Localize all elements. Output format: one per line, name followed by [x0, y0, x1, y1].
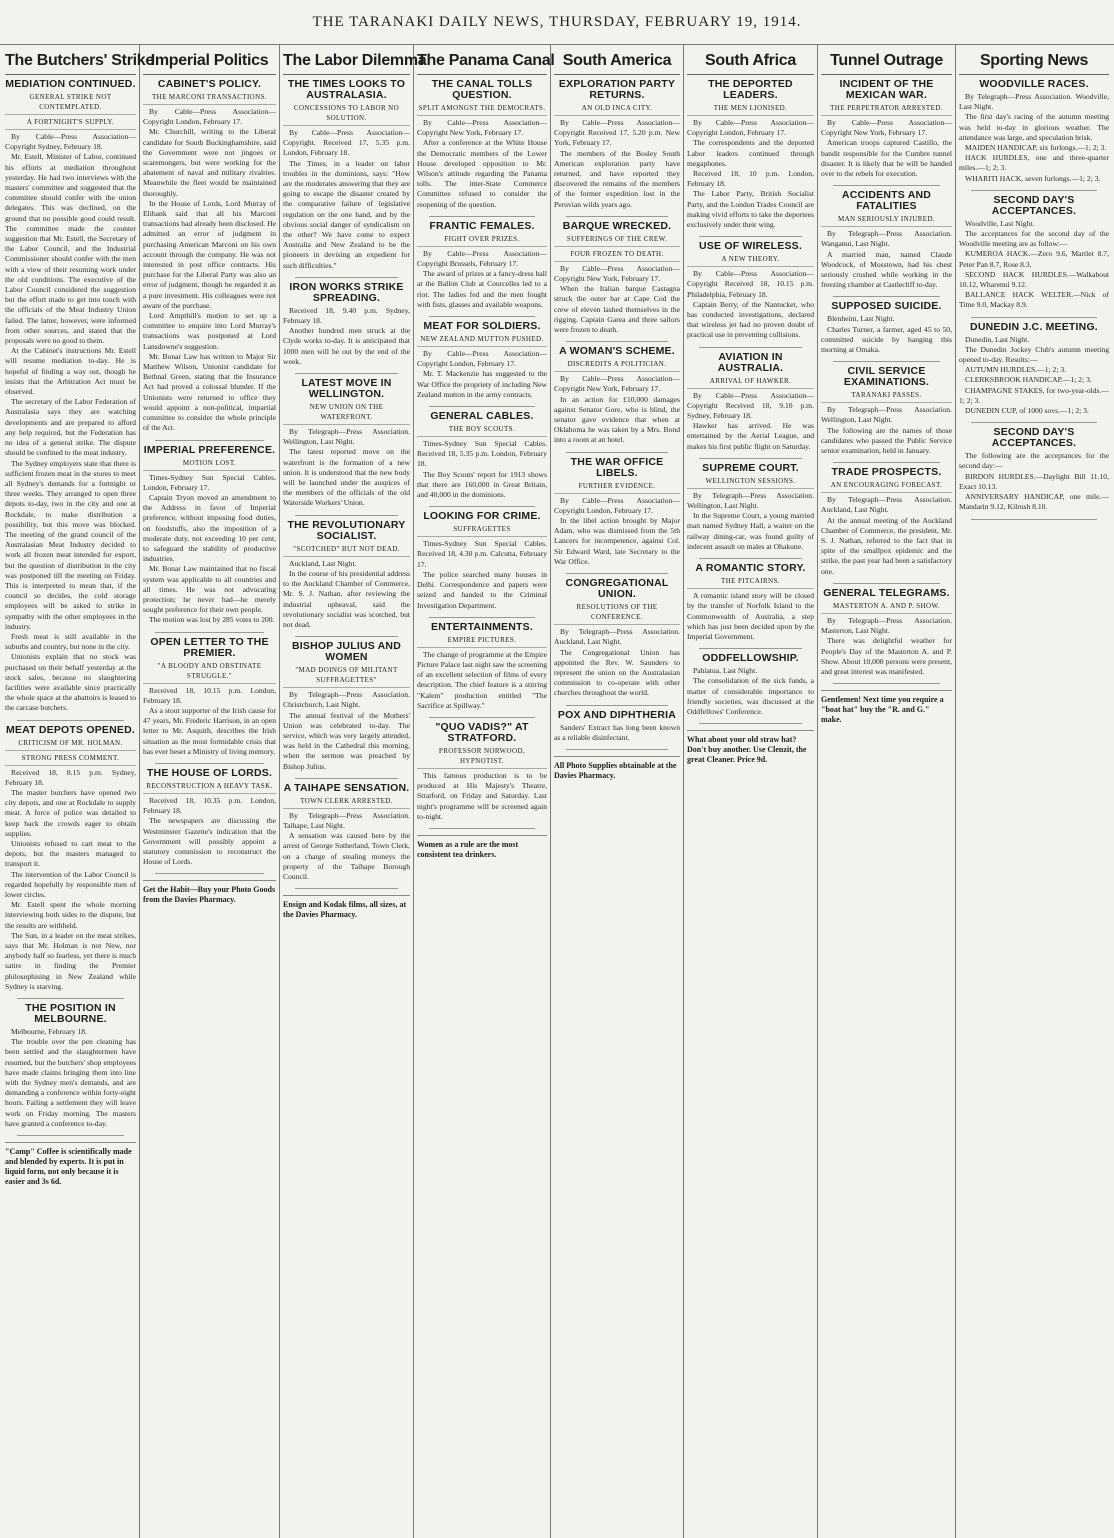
article — [959, 427, 1109, 512]
article — [554, 457, 680, 567]
article-paragraph: The award of prizes at a fancy-dress ball at the Ballon Club at Courcelles led to a riot. The ladies fed and the men fought with fists, glasses and available weapons. — [417, 269, 547, 309]
article-heading: THE TIMES LOOKS TO AUSTRALASIA. — [287, 78, 406, 101]
article-paragraph: Pahiatua, Last Night. — [693, 666, 758, 676]
article-heading: EXPLORATION PARTY RETURNS. — [558, 78, 676, 101]
article-paragraph: There was delightful weather for People's Day of the Masterton A. and P. Show. About 10,000 persons were present, and great interest was manifested. — [821, 636, 952, 676]
article-divider — [833, 462, 940, 463]
column-7 — [818, 44, 956, 1538]
column-headline: Imperial Politics — [143, 44, 276, 75]
article-paragraph: The secretary of the Labor Federation of Australasia says they are watching developments and are prepared to afford any help required, but the Federation has no idea of a general strike. The dispute should be confined to the meat industry. — [5, 397, 136, 458]
article-heading: USE OF WIRELESS. — [699, 240, 802, 253]
article-subheading: CONCESSIONS TO LABOR NO SOLUTION. — [283, 103, 410, 126]
article-subheading: "SCOTCHED" BUT NOT DEAD. — [283, 544, 410, 557]
advertisement: What about your old straw hat? Don't buy another. Use Clenzit, the great Cleaner. Price 9d. — [687, 730, 814, 765]
article — [143, 637, 276, 757]
article-heading: MEAT FOR SOLDIERS. — [423, 320, 541, 333]
article — [5, 1003, 136, 1129]
article-paragraph: By Telegraph—Press Association. Auckland, Last Night. — [554, 627, 680, 647]
article-subheading: WELLINGTON SESSIONS. — [687, 476, 814, 489]
article-paragraph: The following are the acceptances for the second day:— — [959, 451, 1109, 471]
article — [554, 346, 680, 445]
article-subheading: TOWN CLERK ARRESTED. — [283, 796, 410, 809]
article-paragraph: Melbourne, February 18. — [11, 1027, 87, 1037]
article-divider — [295, 778, 398, 779]
article-divider — [295, 636, 398, 637]
article-paragraph: A sensation was caused here by the arrest of George Sutherland, Town Clerk, on a charge of stealing moneys the property of the Taihape Borough Council. — [283, 831, 410, 881]
article — [5, 725, 136, 992]
article-subheading: RESOLUTIONS OF THE CONFERENCE. — [554, 602, 680, 625]
article-divider — [155, 632, 264, 633]
article-heading: BISHOP JULIUS AND WOMEN — [292, 640, 401, 664]
article-heading: BARQUE WRECKED. — [562, 219, 672, 232]
article-heading: AVIATION IN AUSTRALIA. — [717, 350, 784, 374]
article — [283, 520, 410, 630]
article-paragraph: The first day's racing of the autumn meeting was held to-day in glorious weather. The attendance was large, and speculation brisk. — [959, 112, 1109, 142]
article-paragraph: The change of programme at the Empire Picture Palace last night saw the screening of an excellent selection of films of every description. The chief feature is a stirring "Kalem" production entitled "The Sacrifice at Spillway." — [417, 649, 547, 710]
article-heading: CIVIL SERVICE EXAMINATIONS. — [843, 365, 930, 389]
article-heading: THE POSITION IN MELBOURNE. — [25, 1002, 116, 1026]
article-divider — [699, 648, 802, 649]
advertisement: Ensign and Kodak films, all sizes, at the Davies Pharmacy. — [283, 895, 410, 920]
article — [821, 79, 952, 179]
article-paragraph: The trouble over the pen cleaning has been settled and the slaughtermen have resumed, but the butchers' shop employees have made claims bringing them into line with the Sydney men's demands, and are demanding a conference within forty-eight hours. Failing a settlement they will leave work on Friday morning. The masters have granted a conference to-day. — [5, 1037, 136, 1128]
article-paragraph: MAIDEN HANDICAP, six furlongs.—1; 2; 3. — [965, 143, 1107, 153]
article-divider — [429, 828, 535, 829]
article-paragraph: BIRDON HURDLES.—Daylight Bill 11.10, Exact 10.13. — [959, 471, 1109, 491]
article-subheading: FOUR FROZEN TO DEATH. — [554, 249, 680, 262]
article-subheading: FIGHT OVER PRIZES. — [417, 234, 547, 247]
article — [283, 783, 410, 882]
article-heading: ENTERTAINMENTS. — [431, 620, 533, 633]
article-subheading: PROFESSOR NORWOOD, HYPNOTIST. — [417, 746, 547, 769]
article — [417, 411, 547, 500]
article-heading: A ROMANTIC STORY. — [695, 562, 806, 575]
article-heading: THE HOUSE OF LORDS. — [146, 766, 273, 779]
article-paragraph: WHARITI HACK, seven furlongs.—1; 2; 3. — [965, 173, 1101, 183]
article-subheading: THE BOY SCOUTS. — [417, 424, 547, 437]
article-paragraph: Received 18, 10.35 p.m. London, February 18. — [143, 795, 276, 816]
article-divider — [295, 888, 398, 889]
article — [417, 221, 547, 310]
article-paragraph: At the annual meeting of the Auckland Chamber of Commerce, the president, Mr. S. J. Nathan, referred to the fact that in spite of the smallpox epidemic and the strike, the past year had been a satisfactory one. — [821, 515, 952, 576]
article-paragraph: Received 18, 8.15 p.m. Sydney, February 18. — [5, 767, 136, 787]
column-8 — [956, 44, 1112, 1538]
article-heading: A WOMAN'S SCHEME. — [559, 345, 675, 358]
article-divider — [833, 683, 940, 684]
article-heading: CABINET'S POLICY. — [157, 78, 262, 90]
article-subheading: ARRIVAL OF HAWKER. — [687, 376, 814, 389]
article-paragraph: Auckland, Last Night. — [289, 558, 357, 568]
article-paragraph: SECOND HACK HURDLES.—Walkabout 10.12, Wharenui 9.12. — [959, 269, 1109, 290]
article-divider — [833, 583, 940, 584]
article-paragraph: When the Italian barque Castagna struck the outer bar at Cape Cod the crew of eleven lashed themselves in the rigging. Captain Garea and three sailors were frozen to death. — [554, 284, 680, 335]
column-3 — [280, 44, 427, 1538]
article-subheading: THE MEN LIONISED. — [687, 103, 814, 116]
article-paragraph: Unionists explain that no stock was purchased on their behalf yesterday at the stock sales, because no slaughtering facilities were available since practically the whole space at the abattoirs is leased to the carcase butchers. — [5, 652, 136, 713]
article-paragraph: By Cable—Press Association—Copyright New York, February 17. — [417, 118, 547, 138]
article-paragraph: The police searched many houses in Delhi. Correspondence and papers were seized and handed to the Criminal Investigation Department. — [417, 569, 547, 610]
article-divider — [699, 347, 802, 348]
article-subheading: MASTERTON A. AND P. SHOW. — [821, 601, 952, 614]
article-paragraph: HACK HURDLES, one and three-quarter miles.—1; 2; 3. — [959, 153, 1109, 173]
article-subheading: FURTHER EVIDENCE. — [554, 481, 680, 494]
article-divider — [429, 506, 535, 507]
article — [821, 301, 952, 355]
article-divider — [971, 519, 1097, 520]
article-paragraph: By Telegraph—Press Association. Wanganui, Last Night. — [821, 229, 952, 249]
article — [554, 79, 680, 210]
article — [959, 195, 1109, 311]
article-heading: FRANTIC FEMALES. — [429, 219, 535, 232]
article — [283, 641, 410, 772]
article-paragraph: Received 18, 10 p.m. London, February 18. — [687, 169, 814, 189]
article-paragraph: The Dunedin Jockey Club's autumn meeting opened to-day. Results:— — [959, 344, 1109, 365]
article-paragraph: ANNIVERSARY HANDICAP, one mile.—Mandarin 9.12, Kilrush 8.10. — [959, 492, 1109, 512]
article-paragraph: Hawker has arrived. He was entertained by the Aerial League, and makes his first public flight on Saturday. — [687, 421, 814, 451]
article-subheading: SUFFRAGETTES — [417, 524, 547, 537]
article — [417, 511, 547, 610]
article-paragraph: BALLANCE HACK WELTER.—Nick of Time 9.0, Mackay 8.9. — [959, 290, 1109, 310]
article-divider — [17, 998, 124, 999]
article-paragraph: By Cable—Press Association—Copyright New York, February 17. — [554, 374, 680, 394]
article-paragraph: A married man, named Claude Woodcock, of Mosstown, had his chest seriously crushed while working in the freezing chamber at Castlecliff to-day. — [821, 249, 952, 290]
article-paragraph: Mr. Estell, Minister of Labor, continued his efforts at mediation throughout yesterday. He had two interviews with the masters' committee and suggested that the committee should confer with the union delegates. This was declined, on the ground that no possible good could result. The committee made the counter suggestion that Mr. Estell, the Secretary of the Labor Council, and the Industrial Commissioner should confer with the men with a view of their resuming work under the old conditions. The executive of the Labor Council considered the suggestion but the effort made to get into touch with the officials of the Meat Industry Union failed. The latter, however, were informed from other sources, and stated that the proposals were no good to them. — [5, 152, 136, 346]
article — [5, 79, 136, 714]
column-headline: Sporting News — [959, 44, 1109, 75]
article — [143, 768, 276, 867]
article-paragraph: Times-Sydney Sun Special Cables. Received 18, 5.35 p.m. London, February 18. — [417, 439, 547, 469]
article-paragraph: Mr. Estell spent the whole morning interviewing both sides to the dispute, but the results are withheld. — [5, 900, 136, 930]
article — [417, 722, 547, 822]
masthead: THE TARANAKI DAILY NEWS, THURSDAY, FEBRUARY 19, 1914. — [0, 0, 1114, 45]
article-divider — [295, 373, 398, 374]
article-paragraph: In the libel action brought by Major Adam, who was dismissed from the 5th Lancers for incompetence, against Col. Sir Edward Ward, late Secretary to the War Office. — [554, 516, 680, 566]
article-divider — [971, 190, 1097, 191]
article-divider — [971, 317, 1097, 318]
column-headline: Tunnel Outrage — [821, 44, 952, 75]
article-heading: GENERAL TELEGRAMS. — [823, 586, 950, 599]
article-paragraph: By Cable—Press Association—Copyright Received 18, 10.15 p.m. Philadelphia, February 18. — [687, 269, 814, 299]
article — [821, 588, 952, 677]
article-paragraph: Captain Tryon moved an amendment to the Address in favor of Imperial preference, without imposing food duties, on foodstuffs, also the imposition of a moderate duty, not exceeding 10 per cent, to safeguard the stability of productive industries. — [143, 492, 276, 564]
article-paragraph: By Telegraph—Press Association. Wellington, Last Night. — [283, 427, 410, 447]
article-subheading: A NEW THEORY. — [687, 254, 814, 267]
article-paragraph: The Congregational Union has appointed the Rev. W. Saunders to represent the union on the Australasian commission to co-operate with other churches throughout the world. — [554, 647, 680, 698]
columns-container — [2, 44, 1112, 1538]
article-subheading: A FORTNIGHT'S SUPPLY. — [5, 117, 136, 130]
article-paragraph: The newspapers are discussing the Westminster Gazette's indication that the Government will possibly appoint a statutory commission to reconstruct the House of Lords. — [143, 816, 276, 867]
article-paragraph: In the Supreme Court, a young married man named Sydney Hall, a waiter on the railway dining-car, was found guilty of indecent assault on males at Ohakune. — [687, 511, 814, 551]
article-paragraph: Received 18, 9.40 p.m. Sydney, February 18. — [283, 305, 410, 326]
article-heading: ODDFELLOWSHIP. — [702, 652, 799, 665]
article-divider — [833, 296, 940, 297]
article-paragraph: The Sydney employers state that there is sufficient frozen meat in the stores to meet all Sydney's demands for a fortnight or three weeks. They arranged to open three depots to-day, two in the city and one at Rockdale, to make distribution a possibility, but this move was blocked. The meeting of the grand council of the Australasian Meat Industry decided to work all frozen meat intended for export, but the question of distribution in the city was postponed till the meeting on Friday. This is interpreted to mean that, if the council so decides, the cold storage employees will be asked to strike in sympathy with the other employees in the industry. — [5, 458, 136, 631]
article-divider — [566, 705, 668, 706]
article-divider — [566, 573, 668, 574]
article-paragraph: Mr. Churchill, writing to the Liberal candidate for South Buckinghamshire, said the Government were not jingoes or scaremongers, but were working for the abatement of naval and military rivalries. Meanwhile the fleet would be maintained thoroughly. — [143, 127, 276, 198]
article-divider — [833, 361, 940, 362]
article-paragraph: AUTUMN HURDLES.—1; 2; 3. — [965, 365, 1067, 375]
article — [687, 352, 814, 452]
article-paragraph: By Telegraph—Press Association. Wellington, Last Night. — [687, 490, 814, 511]
article — [687, 241, 814, 340]
article-divider — [155, 440, 264, 441]
article — [283, 282, 410, 367]
article-paragraph: CHAMPAGNE STAKES, for two-year-olds.—1; 2; 3. — [959, 385, 1109, 405]
article-heading: SECOND DAY'S ACCEPTANCES. — [991, 426, 1077, 450]
article-paragraph: This famous production is to be produced at His Majesty's Theatre, Stratford, on Friday and Saturday. Last night's programme will be screened again to-night. — [417, 770, 547, 821]
article-heading: SUPREME COURT. — [702, 461, 799, 474]
article-subheading: MAN SERIOUSLY INJURED. — [821, 214, 952, 227]
article-subheading: "A BLOODY AND OBSTINATE STRUGGLE." — [143, 661, 276, 684]
article — [821, 366, 952, 456]
article-paragraph: Received 18, 10.15 p.m. London, February 18. — [143, 685, 276, 705]
article-paragraph: In the House of Lords, Lord Murray of Elibank said that all his Marconi transactions had already been disclosed. He admitted an error of judgment in purchasing American Marconi on his own account through the company. He was not interested in post office contracts. His purchase for the Liberal Party was also an error of judgment, though he regarded it as a pure investment. His colleagues were not aware of the purchase. — [143, 198, 276, 310]
article-divider — [566, 341, 668, 342]
article-paragraph: Mr. Bonar Law maintained that no fiscal system was applicable to all countries and all times. He was not advocating protection; he never had—he merely sought preference for their own people. — [143, 564, 276, 615]
article-heading: THE REVOLUTIONARY SOCIALIST. — [287, 518, 406, 542]
article-paragraph: By Cable—Press Association—Copyright Received 17, 5.20 p.m. New York, February 17. — [554, 118, 680, 148]
article — [554, 710, 680, 743]
article-paragraph: The Boy Scouts' report for 1913 shows that there are 160,000 in Great Britain, and 40,000 in the dominions. — [417, 469, 547, 500]
article-paragraph: By Cable—Press Association—Copyright New York, February 17. — [821, 118, 952, 138]
article-paragraph: By Cable—Press Association—Copyright Brussels, February 17. — [417, 248, 547, 269]
advertisement: All Photo Supplies obtainable at the Davies Pharmacy. — [554, 756, 680, 781]
article-paragraph: The intervention of the Labor Council is regarded hopefully by responsible men of lower circles. — [5, 869, 136, 900]
article-paragraph: By Cable—Press Association—Copyright Received 18, 9.10 p.m. Sydney, February 18. — [687, 390, 814, 421]
article-divider — [699, 558, 802, 559]
column-2 — [140, 44, 280, 1538]
article-paragraph: The acceptances for the second day of the Woodville meeting are as follow:— — [959, 229, 1109, 249]
article-paragraph: By Cable—Press Association—Copyright London, February 17. — [687, 118, 814, 138]
column-1 — [2, 44, 154, 1538]
article-paragraph: The motion was lost by 285 votes to 200. — [149, 615, 275, 625]
article-divider — [699, 236, 802, 237]
article-paragraph: Mr. T. Mackenzie has suggested to the War Office the propriety of including New Zealand mutton in the army contracts. — [417, 369, 547, 399]
article-subheading: TARANAKI PASSES. — [821, 390, 952, 403]
column-headline: South Africa — [687, 44, 814, 75]
article-subheading: "MAD DOINGS OF MILITANT SUFFRAGETTES" — [283, 665, 410, 688]
column-headline: The Panama Canal — [417, 44, 547, 75]
article-heading: IMPERIAL PREFERENCE. — [143, 443, 276, 456]
article-divider — [833, 185, 940, 186]
article-paragraph: By Telegraph—Press Association. Wellington, Last Night. — [821, 405, 952, 425]
article-divider — [17, 720, 124, 721]
article-heading: "QUO VADIS?" AT STRATFORD. — [435, 720, 529, 744]
article-heading: SECOND DAY'S ACCEPTANCES. — [991, 193, 1077, 217]
article-heading: SUPPOSED SUICIDE. — [831, 300, 942, 313]
article-heading: GENERAL CABLES. — [430, 410, 534, 423]
article-subheading: RECONSTRUCTION A HEAVY TASK. — [143, 781, 276, 794]
article-heading: WOODVILLE RACES. — [979, 78, 1089, 90]
article-heading: LATEST MOVE IN WELLINGTON. — [301, 377, 392, 401]
article-subheading: AN ENCOURAGING FORECAST. — [821, 480, 952, 493]
advertisement: Gentlemen! Next time you require a "boat hat" buy the "R. and G." make. — [821, 690, 952, 725]
article — [821, 190, 952, 290]
article-paragraph: DUNEDIN CUP, of 1000 sovs.—1; 2; 3. — [965, 406, 1089, 416]
article — [687, 563, 814, 642]
article — [283, 378, 410, 509]
article — [143, 445, 276, 626]
article-divider — [155, 873, 264, 874]
article-paragraph: As a stout supporter of the Irish cause for 47 years, Mr. Frederic Harrison, in an open letter to Mr. Asquith, describes the Irish situation as the most formidable crisis that has ever beset a Ministry of living memory. — [143, 705, 276, 756]
article-heading: THE CANAL TOLLS QUESTION. — [431, 78, 533, 101]
column-6 — [684, 44, 818, 1538]
article-divider — [429, 316, 535, 317]
article-paragraph: The following are the names of those candidates who passed the Public Service senior examination, held in January. — [821, 425, 952, 456]
advertisement: Women as a rule are the most consistent tea drinkers. — [417, 835, 547, 860]
article-heading: ACCIDENTS AND FATALITIES — [841, 189, 932, 213]
article-subheading: STRONG PRESS COMMENT. — [5, 753, 136, 766]
article-divider — [566, 216, 668, 217]
article-subheading: GENERAL STRIKE NOT CONTEMPLATED. — [5, 92, 136, 115]
article-subheading: DISCREDITS A POLITICIAN. — [554, 359, 680, 372]
article-subheading: NEW ZEALAND MUTTON PUSHED. — [417, 334, 547, 347]
article-paragraph: Captain Berry, of the Nantucket, who has conducted investigations, declared that wireless jet had no proven doubt of practical use in preventing collisions. — [687, 299, 814, 340]
article-paragraph: Blenheim, Last Night. — [827, 314, 895, 324]
article-subheading: SUFFERINGS OF THE CREW. — [554, 234, 680, 247]
article-paragraph: By Cable—Press Association—Copyright. Received 17, 5.35 p.m. London, February 18. — [283, 128, 410, 158]
article-paragraph: By Cable—Press Association—Copyright New York, February 17. — [554, 263, 680, 284]
article-divider — [429, 717, 535, 718]
article-paragraph: The latest reported move on the waterfront is the formation of a new union. It is understood that the new body will be launched under the auspices of the members of the officials of the old Waterside Workers' Union. — [283, 447, 410, 508]
article-paragraph: KUMEROA HACK.—Zero 9.6, Martlet 8.7, Peter Pan 8.7, Rose 8.3. — [959, 249, 1109, 269]
article-heading: INCIDENT OF THE MEXICAN WAR. — [839, 78, 934, 101]
column-4 — [414, 44, 555, 1538]
article-paragraph: By Telegraph—Press Association. Taihape, Last Night. — [283, 810, 410, 830]
article-heading: OPEN LETTER TO THE PREMIER. — [150, 635, 269, 659]
article-heading: MEDIATION CONTINUED. — [5, 78, 136, 90]
article-divider — [17, 1135, 124, 1136]
article — [143, 79, 276, 434]
article-paragraph: The annual festival of the Mothers' Union was celebrated to-day. The service, which was very largely attended, was held in the Cathedral this morning, when the sermon was preached by Bishop Julius. — [283, 710, 410, 771]
article-paragraph: Unionists refused to cart meat to the depots, but the masters managed to transport it. — [5, 839, 136, 869]
article-heading: POX AND DIPHTHERIA — [557, 708, 677, 721]
article-paragraph: By Telegraph—Press Association. Auckland, Last Night. — [821, 495, 952, 515]
article-divider — [295, 515, 398, 516]
article-paragraph: By Cable—Press Association—Copyright London, February 17. — [143, 107, 276, 127]
article-heading: A TAIHAPE SENSATION. — [283, 781, 410, 794]
article-divider — [429, 216, 535, 217]
article — [554, 578, 680, 698]
article-heading: CONGREGATIONAL UNION. — [565, 577, 669, 601]
article-paragraph: In an action for £10,000 damages against Senator Gore, who is blind, the senator gave evidence that when at Oklahoma he was taken by a Mrs. Bond into a room at an hotel. — [554, 394, 680, 445]
article-divider — [566, 749, 668, 750]
article-heading: DUNEDIN J.C. MEETING. — [970, 320, 1098, 333]
article-subheading: EMPIRE PICTURES. — [417, 635, 547, 648]
article-paragraph: The master butchers have opened two city depots, and one at Rockdale to supply meat. A force of police was detailed to keep back the crowds eager to obtain supplies. — [5, 787, 136, 838]
column-headline: The Butchers' Strike — [5, 44, 136, 75]
article-paragraph: At the Cabinet's instructions Mr. Estell will resume mediation to-day. He is hopeful of finding a way out, though he insists that the Arbitration Act must be observed. — [5, 346, 136, 397]
article-paragraph: By Telegraph—Press Association. Christchurch, Last Night. — [283, 690, 410, 710]
article-heading: THE WAR OFFICE LIBELS. — [570, 455, 664, 479]
article — [687, 79, 814, 230]
article-heading: TRADE PROSPECTS. — [831, 466, 942, 479]
article-divider — [155, 763, 264, 764]
article — [687, 653, 814, 717]
article — [687, 463, 814, 552]
advertisement: Get the Habit—Buy your Photo Goods from the Davies Pharmacy. — [143, 880, 276, 905]
article-paragraph: CLERKSBROOK HANDICAP.—1; 2; 3. — [965, 375, 1092, 385]
article-subheading: MOTION LOST. — [143, 458, 276, 471]
article-paragraph: Times-Sydney Sun Special Cables. London, February 17. — [143, 472, 276, 492]
article-divider — [566, 452, 668, 453]
article-subheading: THE MARCONI TRANSACTIONS. — [143, 92, 276, 105]
article-paragraph: The correspondents and the deported Labor leaders continued through megaphones. — [687, 138, 814, 168]
article-subheading: SPLIT AMONGST THE DEMOCRATS. — [417, 103, 547, 116]
article-paragraph: After a conference at the White House the Democratic members of the Lower House developed opposition to Mr. Wilson's attitude regarding the Panama tolls. The inter-State Commerce Committee refused to consider the reopening of the question. — [417, 138, 547, 209]
article-divider — [699, 723, 802, 724]
article-divider — [699, 458, 802, 459]
article-paragraph: By Telegraph—Press Association. Woodville, Last Night. — [959, 92, 1109, 112]
article-heading: MEAT DEPOTS OPENED. — [5, 723, 136, 736]
article-heading: IRON WORKS STRIKE SPREADING. — [289, 280, 404, 304]
article-subheading: THE PITCAIRNS. — [687, 576, 814, 589]
article-subheading: AN OLD INCA CITY. — [554, 103, 680, 116]
advertisement: "Camp" Coffee is scientifically made and blended by experts. It is put in liquid form, not only because it is easier and 3s 6d. — [5, 1142, 136, 1187]
article — [283, 79, 410, 271]
article — [417, 622, 547, 711]
article-paragraph: Charles Turner, a farmer, aged 45 to 50, committed suicide by hanging this morning at Omaka. — [821, 324, 952, 355]
article-divider — [429, 406, 535, 407]
article-paragraph: Dunedin, Last Night. — [965, 334, 1030, 344]
article-paragraph: The Sun, in a leader on the meat strikes, says that Mr. Holman is not New, nor anybody half so fearless, yet there is much satire in finding the Premier philosophising in New Zealand while Sydney is starving. — [5, 930, 136, 991]
article — [959, 79, 1109, 184]
article-paragraph: Mr. Bonar Law has written to Major Sir Matthew Wilson, Unionist candidate for Bethnal Green, stating that the Insurance Act had proved a colossal blunder. If the Unionists were returned to office they would appoint a non-political, impartial committee to consider the whole principle of the Act. — [143, 351, 276, 433]
article-paragraph: Lord Ampthill's motion to set up a committee to enquire into Lord Murray's transactions was postponed at Lord Lansdowne's suggestion. — [143, 311, 276, 351]
column-headline: The Labor Dilemma — [283, 44, 410, 75]
article-heading: LOOKING FOR CRIME. — [423, 510, 541, 523]
article-heading: THE DEPORTED LEADERS. — [708, 78, 793, 101]
article-paragraph: The Times, in a leader on labor troubles in the dominions, says: "How are the moderates answering that they are going to escape the disaster created by the comparative failure of legislative regulation on the one hand, and by the obvious social danger of syndicalism on the other? We have come to expect Australia and New Zealand to be the pioneers in devising an expedient for such difficulties." — [283, 158, 410, 270]
column-headline: South America — [554, 44, 680, 75]
article-paragraph: By Cable—Press Association—Copyright London, February 17. — [554, 495, 680, 515]
article — [417, 321, 547, 400]
article-subheading: CRITICISM OF MR. HOLMAN. — [5, 738, 136, 751]
article-subheading: THE PERPETRATOR ARRESTED. — [821, 103, 952, 116]
article-subheading: NEW UNION ON THE WATERFRONT. — [283, 402, 410, 425]
article-paragraph: A romantic island story will be closed by the transfer of Norfolk Island to the Commonwealth of Australia, a step which has just been decided upon by the Imperial Government. — [687, 591, 814, 641]
article — [417, 79, 547, 210]
article-divider — [295, 277, 398, 278]
article-divider — [429, 617, 535, 618]
article-paragraph: Another hundred men struck at the Clyde works to-day. It is anticipated that 1000 men will be out by the end of the week. — [283, 326, 410, 366]
article-paragraph: American troops captured Castillo, the bandit responsible for the Cumbre tunnel disaster. It is likely that he will be handed over to the rebels for execution. — [821, 138, 952, 179]
article-paragraph: The Labor Party, British Socialist Party, and the London Trades Council are making vivid efforts to take the deportees exclusively under their wing. — [687, 189, 814, 230]
article — [959, 322, 1109, 417]
article-paragraph: Times-Sydney Sun Special Cables. Received 18, 4.30 p.m. Calcutta, February 17. — [417, 539, 547, 569]
column-5 — [551, 44, 684, 1538]
article-paragraph: Sanders' Extract has long been known as a reliable disinfectant. — [554, 722, 680, 742]
article-paragraph: Fresh meat is still available in the suburbs and country, but none in the city. — [5, 631, 136, 652]
article-paragraph: By Cable—Press Association—Copyright Sydney, February 18. — [5, 132, 136, 152]
article-paragraph: The consolidation of the sick funds, a matter of considerable importance to friendly societies, was discussed at the Oddfellows' Conference. — [687, 676, 814, 716]
article-paragraph: By Cable—Press Association—Copyright London, February 17. — [417, 349, 547, 369]
article-paragraph: Woodville, Last Night. — [965, 218, 1035, 228]
article-paragraph: In the course of his presidential address to the Auckland Chamber of Commerce, Mr. S. J. Nathan, after reviewing the industrial upheaval, said the revolutionary socialist was scotched, but not dead. — [283, 568, 410, 629]
article-paragraph: The members of the Bosley South American exploration party have returned, and have reported they discovered the remains of the members of the former expedition lost in the Peruvian wilds years ago. — [554, 148, 680, 209]
article-divider — [971, 422, 1097, 423]
article — [821, 467, 952, 577]
article-paragraph: By Telegraph—Press Association. Masterton, Last Night. — [821, 615, 952, 636]
article — [554, 221, 680, 335]
